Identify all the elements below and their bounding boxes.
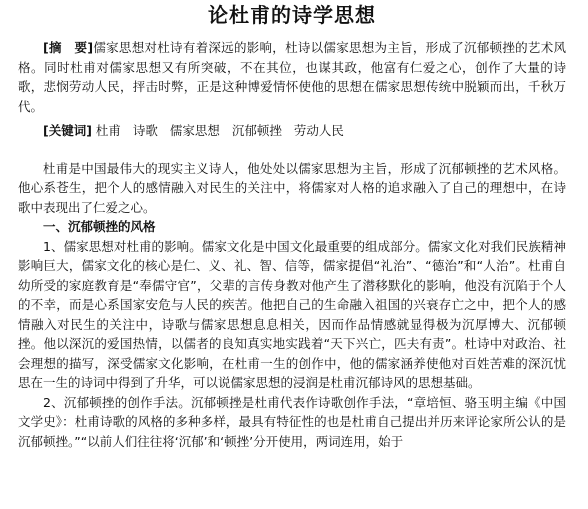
abstract-paragraph — [18, 38, 566, 116]
keyword: 劳动人民 — [293, 123, 344, 138]
abstract-text: 儒家思想对杜诗有着深远的影响，杜诗以儒家思想为主旨，形成了沉郁顿挫的艺术风格。同时杜甫对儒家思想又有所突破，不在其位，也谋其政，他富有仁爱之心，创作了大量的诗歌，悲悯劳动人民，抨击时弊，正是这种博爱情怀使他的思想在儒家思想传统中脱颖而出，千秋万代。 — [18, 40, 566, 114]
keyword: 诗歌 — [132, 123, 158, 138]
keyword: 儒家思想 — [169, 123, 220, 138]
abstract-label: [摘 要] — [43, 40, 94, 55]
keywords-label: [关键词] — [43, 123, 92, 138]
document-page — [0, 2, 588, 509]
intro-paragraph: 杜甫是中国最伟大的现实主义诗人，他处处以儒家思想为主旨，形成了沉郁顿挫的艺术风格。他心系苍生，把个人的感情融入对民生的关注中，将儒家对人格的追求融入了自己的理想中，在诗歌中表现出了仁爱之心。 — [18, 160, 566, 215]
keyword: 杜甫 — [95, 123, 121, 138]
keyword: 沉郁顿挫 — [231, 123, 282, 138]
body-paragraph-1: 1、儒家思想对杜甫的影响。儒家文化是中国文化最重要的组成部分。儒家文化对我们民族精神影响巨大，儒家文化的核心是仁、义、礼、智、信等，儒家提倡“礼治”、“德治”和“人治”。杜甫自幼所受的家庭教育是“奉儒守官”，父辈的言传身教对他产生了潜移默化的影响，他没有沉陷于个人的不幸，而是心系国家安危与人民的疾苦。他把自己的生命融入祖国的兴衰存亡之中，把个人的感情融入对民生的关注中，诗歌与儒家思想息息相关，因而作品情感就显得极为沉厚博大、沉郁顿挫。他以深沉的爱国热情，以儒者的良知真实地实践着“天下兴亡，匹夫有责”。杜诗中对政治、社会理想的描写，深受儒家文化影响，在杜甫一生的创作中，他的儒家涵养使他对百姓苦难的深沉忧思在一生的诗词中得到了升华，可以说儒家思想的浸润是杜甫沉郁诗风的思想基础。 — [18, 238, 566, 390]
document-title: 论杜甫的诗学思想 — [208, 3, 376, 27]
body-paragraph-2: 2、沉郁顿挫的创作手法。沉郁顿挫是杜甫代表作诗歌创作手法，“章培恒、骆玉明主编《中国文学史》：杜甫诗歌的风格的多种多样，最具有特征性的也是杜甫自己提出并历来评论家所公认的是沉郁顿挫。”“以前人们往往将‘沉郁’和‘顿挫’分开使用，两词连用，始于 — [18, 394, 566, 449]
keywords-line — [18, 121, 566, 141]
spacer — [18, 141, 566, 159]
section-heading: 一、沉郁顿挫的风格 — [43, 219, 156, 234]
